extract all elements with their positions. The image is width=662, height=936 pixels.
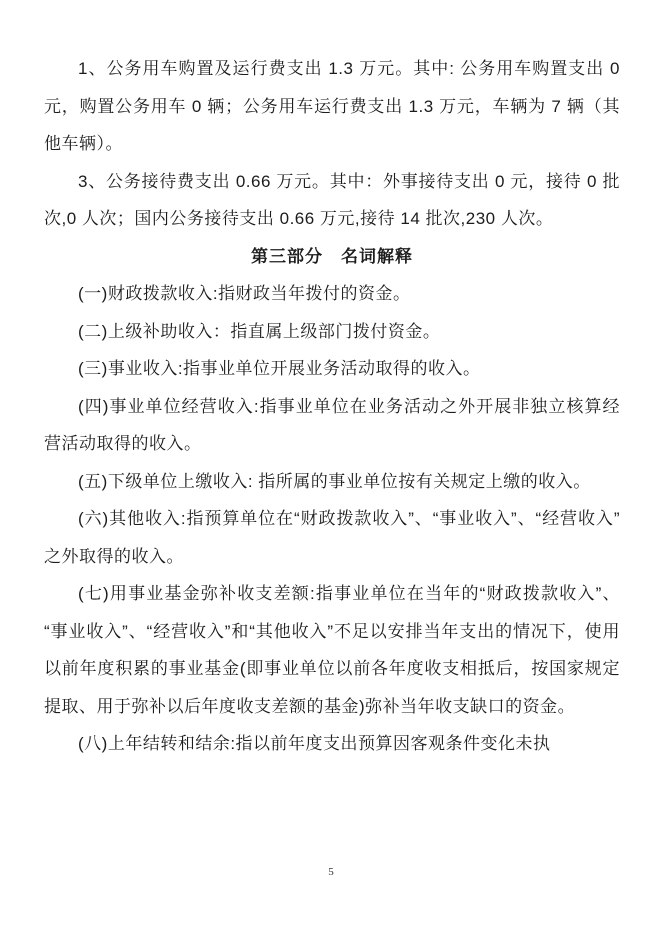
paragraph-reception-expense: 3、公务接待费支出 0.66 万元。其中：外事接待支出 0 元，接待 0 批次,0 人次；国内公务接待支出 0.66 万元,接待 14 批次,230 人次。 xyxy=(44,171,620,228)
definition-4-operating-income: (四)事业单位经营收入:指事业单位在业务活动之外开展非独立核算经营活动取得的收入。 xyxy=(44,396,620,453)
definition-5-subordinate-remittance-income: (五)下级单位上缴收入: 指所属的事业单位按有关规定上缴的收入。 xyxy=(78,471,591,491)
definition-3-institution-income: (三)事业收入:指事业单位开展业务活动取得的收入。 xyxy=(78,359,481,378)
definition-8-prior-year-carryover: (八)上年结转和结余:指以前年度支出预算因客观条件变化未执 xyxy=(78,734,551,753)
definition-2-superior-subsidy-income: (二)上级补助收入：指直属上级部门拨付资金。 xyxy=(78,321,441,341)
paragraph-vehicle-expense: 1、公务用车购置及运行费支出 1.3 万元。其中: 公务用车购置支出 0 元，购置公务用车 0 辆；公务用车运行费支出 1.3 万元，车辆为 7 辆（其他车辆）。 xyxy=(44,59,620,153)
definition-1-fiscal-appropriation-income: (一)财政拨款收入:指财政当年拨付的资金。 xyxy=(78,284,411,303)
definition-7-fund-deficit-coverage: (七)用事业基金弥补收支差额:指事业单位在当年的“财政拨款收入”、“事业收入”、“经营收入”和“其他收入”不足以安排当年支出的情况下，使用以前年度积累的事业基金(即事业单位以前各年度收支相抵后，按国家规定提取、用于弥补以后年度收支差额的基金)弥补当年收支缺口的资金。 xyxy=(44,584,620,716)
definition-6-other-income: (六)其他收入:指预算单位在“财政拨款收入”、“事业收入”、“经营收入”之外取得的收入。 xyxy=(44,509,620,566)
section-heading-part3: 第三部分 名词解释 xyxy=(251,246,413,266)
document-body xyxy=(44,50,620,763)
page-number: 5 xyxy=(328,866,334,878)
